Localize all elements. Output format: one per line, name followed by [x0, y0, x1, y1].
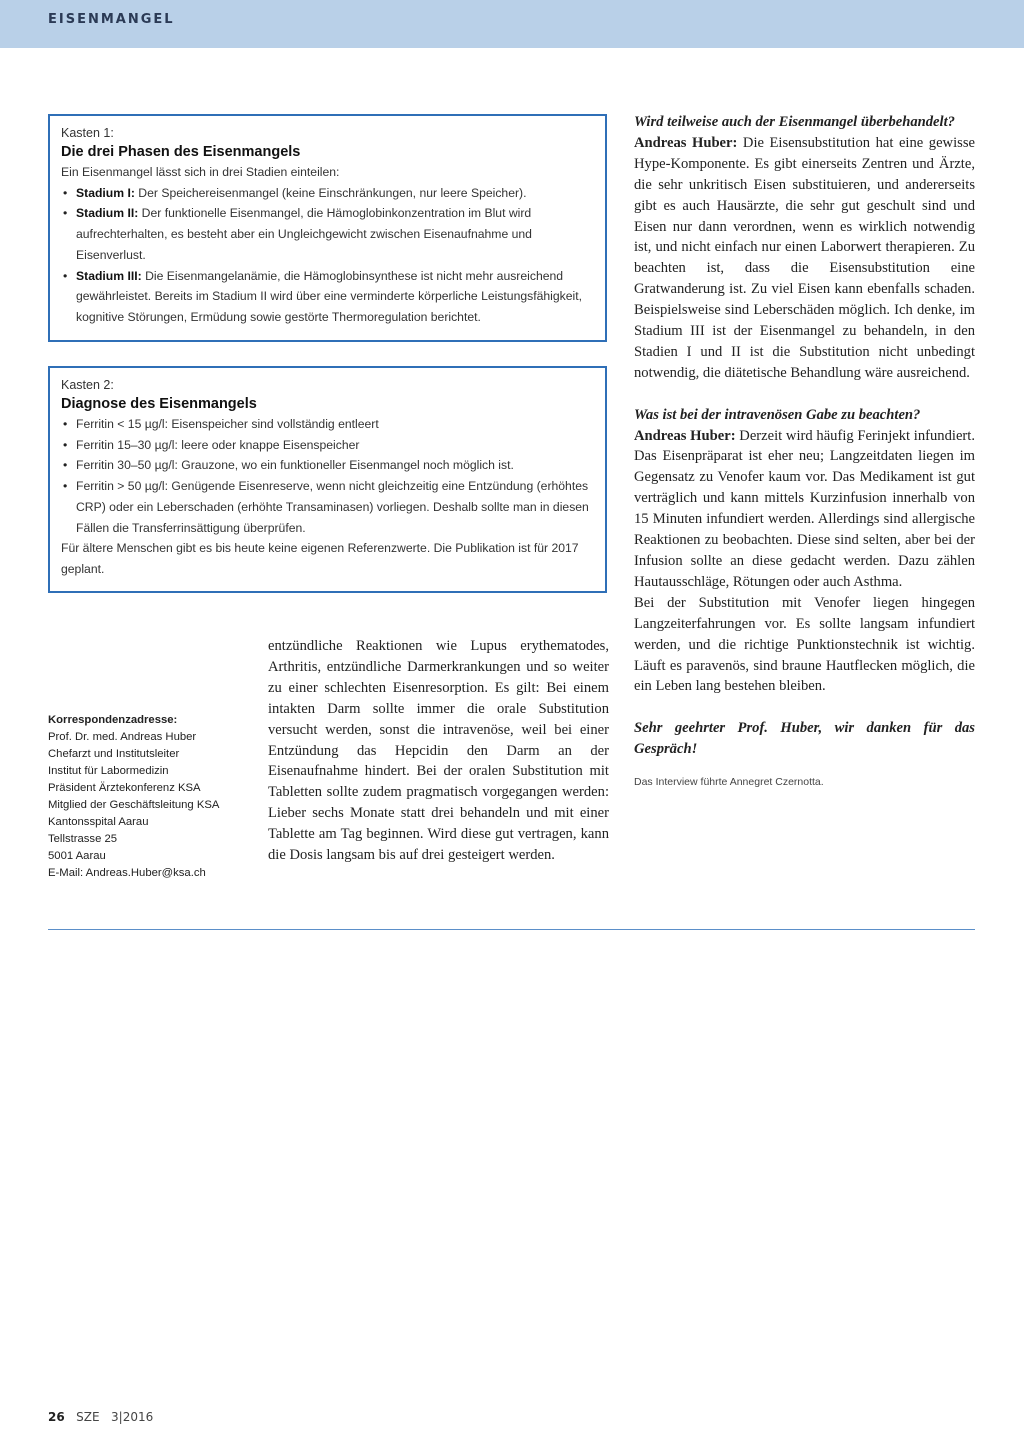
issue-number: 3|2016 [111, 1410, 154, 1424]
phase-list [61, 183, 594, 328]
box-label: Kasten 2: [61, 378, 114, 392]
phase-term: Stadium I: [76, 185, 135, 200]
address-line: Prof. Dr. med. Andreas Huber [48, 731, 197, 743]
interview-credit: Das Interview führte Annegret Czernotta. [634, 776, 824, 789]
info-box-diagnosis [48, 366, 607, 593]
phase-text: Der Speichereisenmangel (keine Einschränkungen, nur leere Speicher). [134, 185, 527, 200]
box-note: Für ältere Menschen gibt es bis heute keine eigenen Referenzwerte. Die Publikation ist für 2017 geplant. [61, 541, 579, 576]
section-divider [48, 929, 975, 930]
body-column-right [634, 112, 975, 790]
info-box-phases [48, 114, 607, 342]
address-line: Institut für Labormedizin [48, 765, 169, 777]
speaker-name: Andreas Huber: [634, 134, 738, 151]
section-title: EISENMANGEL [48, 12, 175, 27]
list-item: • Ferritin 30–50 µg/l: Grauzone, wo ein funktioneller Eisenmangel noch möglich ist. [61, 455, 594, 476]
list-item: • Ferritin > 50 µg/l: Genügende Eisenreserve, wenn nicht gleichzeitig eine Entzündung (erhöhtes CRP) oder ein Leberschaden (erhöhte Transaminasen) vorliegen. Deshalb sollte man in diesen Fällen die Transferrinsättigung überprüfen. [61, 476, 594, 538]
address-line: 5001 Aarau [48, 850, 106, 862]
address-line: Chefarzt und Institutsleiter [48, 748, 180, 760]
speaker-name: Andreas Huber: [634, 427, 736, 444]
paragraph-spacer [634, 384, 975, 405]
interview-answer [634, 133, 975, 384]
address-line: Tellstrasse 25 [48, 833, 118, 845]
page-number: 26 [48, 1410, 65, 1424]
interview-answer-continued: Bei der Substitution mit Venofer liegen hingegen Langzeiterfahrungen vor. Es sollte langsam infundiert werden, und die richtige Punktionstechnik ist wichtig. Läuft es paravenös, sind braune Hautflecken möglich, die ein Leben lang bestehen bleiben. [634, 594, 975, 695]
email-line: E-Mail: Andreas.Huber@ksa.ch [48, 867, 206, 879]
address-line: Präsident Ärztekonferenz KSA [48, 782, 201, 794]
paragraph-spacer [634, 697, 975, 718]
answer-text: Die Eisensubstitution hat eine gewisse Hype-Komponente. Es gibt einerseits Zentren und Ärzte, die sehr unkritisch Eisen substituieren, und andererseits gibt es auch Hausärzte, die sehr gut geschult sind und Eisen nur dann verordnen, wenn es wirklich notwendig ist, und nicht einfach nur einen Laborwert therapieren. Zu beachten ist, dass die Eisensubstitution eine Gratwanderung ist. Zu viel Eisen kann ebenfalls schaden. Beispielsweise sind Leberschäden möglich. Ich denke, im Stadium III ist der Eisenmangel zu behandeln, in den Stadien I und II ist die Substitution nicht unbedingt notwendig, die diätetische Behandlung wäre ausreichend. [634, 134, 975, 381]
answer-text: Derzeit wird häufig Ferinjekt infundiert. Das Eisenpräparat ist eher neu; Langzeitdaten liegen im Gegensatz zu Venofer kaum vor. Das Medikament ist gut verträglich und kann mittels Kurzinfusion innerhalb von 15 Minuten infundiert werden. Allerdings sind allergische Reaktionen zu beobachten. Diese sind selten, aber bei der Infusion sollte an diese gedacht werden. Dazu zählen Hautausschläge, Rötungen oder auch Asthma. [634, 427, 975, 590]
address-line: Kantonsspital Aarau [48, 816, 149, 828]
list-item [61, 203, 594, 265]
interview-question: Wird teilweise auch der Eisenmangel überbehandelt? [634, 114, 955, 130]
list-item: • Ferritin 15–30 µg/l: leere oder knappe Eisenspeicher [61, 435, 594, 456]
body-paragraph: entzündliche Reaktionen wie Lupus erythematodes, Arthritis, entzündliche Darmerkrankungen und so weiter zu einer schlechten Eisenresorption. Es gilt: Bei einem intakten Darm sollte immer die orale Substitution versucht werden, sonst die intravenöse, weil bei einer Entzündung das Hepcidin den Darm an der Eisenaufnahme hindert. Bei der oralen Substitution mit Tabletten sollte zudem pragmatisch vorgegangen werden: Lieber sechs Monate statt drei behandeln und mit einer Tablette am Tag beginnen. Wird diese gut vertragen, kann die Dosis langsam bis auf drei gesteigert werden. [268, 638, 609, 864]
journal-name: SZE [76, 1410, 100, 1424]
closing-line: Sehr geehrter Prof. Huber, wir danken für das Gespräch! [634, 720, 975, 758]
interview-answer [634, 426, 975, 593]
correspondence-address [48, 712, 253, 882]
correspondence-heading: Korrespondenzadresse: [48, 714, 178, 726]
ferritin-list [61, 414, 594, 538]
phase-text: Die Eisenmangelanämie, die Hämoglobinsynthese ist nicht mehr ausreichend gewährleistet. Bereits im Stadium II wird über eine verminderte körperliche Leistungsfähigkeit, kognitive Störungen, Ermüdung sowie gestörte Thermoregulation berichtet. [76, 268, 583, 324]
box-title: Diagnose des Eisenmangels [61, 396, 257, 412]
box-intro: Ein Eisenmangel lässt sich in drei Stadien einteilen: [61, 165, 340, 179]
phase-text: Der funktionelle Eisenmangel, die Hämoglobinkonzentration im Blut wird aufrechterhalten, es besteht aber ein Ungleichgewicht zwischen Eisenaufnahme und Eisenverlust. [76, 206, 532, 262]
box-title: Die drei Phasen des Eisenmangels [61, 144, 301, 160]
phase-term: Stadium II: [76, 206, 139, 221]
box-label: Kasten 1: [61, 126, 114, 140]
list-item [61, 183, 594, 204]
address-line: Mitglied der Geschäftsleitung KSA [48, 799, 220, 811]
body-column-middle [268, 636, 609, 866]
page-footer [48, 1410, 153, 1424]
list-item [61, 266, 594, 328]
phase-term: Stadium III: [76, 268, 142, 283]
interview-question: Was ist bei der intravenösen Gabe zu beachten? [634, 406, 921, 423]
list-item: • Ferritin < 15 µg/l: Eisenspeicher sind vollständig entleert [61, 414, 594, 435]
page-header-bar [0, 0, 1024, 48]
